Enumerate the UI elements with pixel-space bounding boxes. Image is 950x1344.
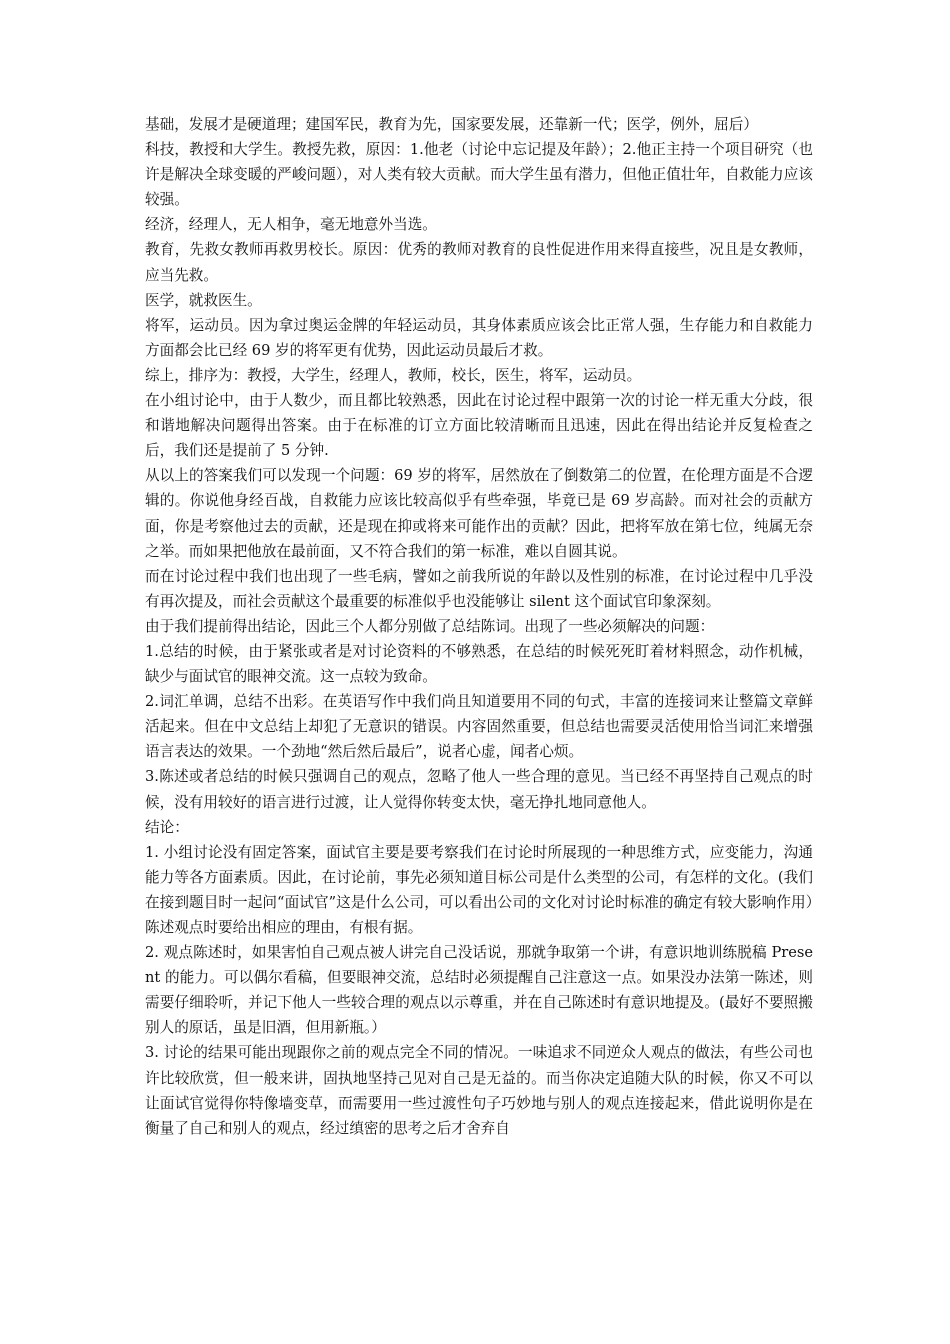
paragraph: 基础，发展才是硬道理；建国军民，教育为先，国家要发展，还靠新一代；医学，例外，屈后） [145, 116, 758, 133]
paragraph: 而在讨论过程中我们也出现了一些毛病，譬如之前我所说的年龄以及性别的标准，在讨论过程中几乎没有再次提及，而社会贡献这个最重要的标准似乎也没能够让 silent 这个面试官印象深刻。 [145, 567, 813, 610]
section-heading: 结论： [145, 818, 189, 836]
paragraph: 从以上的答案我们可以发现一个问题：69 岁的将军，居然放在了倒数第二的位置，在伦理方面是不合逻辑的。你说他身经百战，自救能力应该比较高似乎有些牵强，毕竟已是 69 岁高龄。而对社会的贡献方面，你是考察他过去的贡献，还是现在抑或将来可能作出的贡献？因此，把将军放在第七位，纯属无奈之举。而如果把他放在最前面，又不符合我们的第一标准，难以自圆其说。 [145, 467, 813, 560]
paragraph: 综上，排序为：教授，大学生，经理人，教师，校长，医生，将军，运动员。 [145, 366, 642, 384]
list-item: 2. 观点陈述时，如果害怕自己观点被人讲完自己没话说，那就争取第一个讲，有意识地训练脱稿 Present 的能力。可以偶尔看稿，但要眼神交流，总结时必须提醒自己注意这一点。如果没办法第一陈述，则需要仔细聆听，并记下他人一些较合理的观点以示尊重，并在自己陈述时有意识地提及。(最好不要照搬别人的原话，虽是旧酒，但用新瓶。） [145, 944, 813, 1037]
paragraph: 教育，先救女教师再救男校长。原因：优秀的教师对教育的良性促进作用来得直接些，况且是女教师，应当先救。 [145, 241, 813, 284]
list-item: 2.词汇单调，总结不出彩。在英语写作中我们尚且知道要用不同的句式，丰富的连接词来让整篇文章鲜活起来。但在中文总结上却犯了无意识的错误。内容固然重要，但总结也需要灵活使用恰当词汇来增强语言表达的效果。一个劲地“然后然后最后”，说者心虚，闻者心烦。 [145, 693, 813, 761]
paragraph: 医学，就救医生。 [145, 291, 262, 309]
paragraph: 在小组讨论中，由于人数少，而且都比较熟悉，因此在讨论过程中跟第一次的讨论一样无重大分歧，很和谐地解决问题得出答案。由于在标准的订立方面比较清晰而且迅速，因此在得出结论并反复检查之后，我们还是提前了 5 分钟. [145, 392, 813, 460]
paragraph: 科技，教授和大学生。教授先救，原因：1.他老（讨论中忘记提及年龄）；2.他正主持一个项目研究（也许是解决全球变暖的严峻问题），对人类有较大贡献。而大学生虽有潜力，但他正值壮年，自救能力应该较强。 [145, 141, 813, 209]
list-item: 1.总结的时候，由于紧张或者是对讨论资料的不够熟悉，在总结的时候死死盯着材料照念，动作机械，缺少与面试官的眼神交流。这一点较为致命。 [145, 642, 813, 686]
list-item: 3.陈述或者总结的时候只强调自己的观点，忽略了他人一些合理的意见。当已经不再坚持自己观点的时候，没有用较好的语言进行过渡，让人觉得你转变太快，毫无挣扎地同意他人。 [145, 768, 813, 811]
list-item: 3. 讨论的结果可能出现跟你之前的观点完全不同的情况。一味追求不同逆众人观点的做法，有些公司也许比较欣赏，但一般来讲，固执地坚持己见对自己是无益的。而当你决定追随大队的时候，你又不可以让面试官觉得你特像墙变草，而需要用一些过渡性句子巧妙地与别人的观点连接起来，借此说明你是在衡量了自己和别人的观点，经过缜密的思考之后才舍弃自 [145, 1044, 813, 1137]
paragraph: 由于我们提前得出结论，因此三个人都分别做了总结陈词。出现了一些必须解决的问题： [145, 617, 715, 635]
paragraph: 将军，运动员。因为拿过奥运金牌的年轻运动员，其身体素质应该会比正常人强，生存能力和自救能力方面都会比已经 69 岁的将军更有优势，因此运动员最后才救。 [145, 316, 813, 359]
list-item: 1. 小组讨论没有固定答案，面试官主要是要考察我们在讨论时所展现的一种思维方式，应变能力，沟通能力等各方面素质。因此，在讨论前，事先必须知道目标公司是什么类型的公司，有怎样的文化。(我们在接到题目时一起问“面试官”这是什么公司，可以看出公司的文化对讨论时标准的确定有较大影响作用）陈述观点时要给出相应的理由，有根有据。 [145, 843, 813, 936]
document-body [145, 112, 813, 1141]
paragraph: 经济，经理人，无人相争，毫无地意外当选。 [145, 216, 437, 234]
